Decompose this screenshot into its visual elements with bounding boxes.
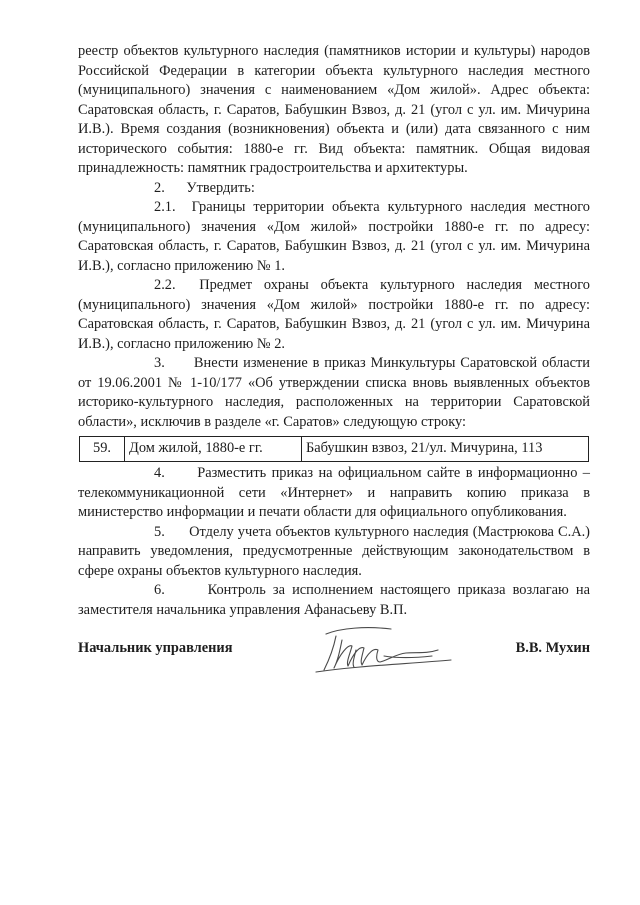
item-number: 6. xyxy=(154,582,165,598)
item-2 xyxy=(78,179,590,199)
table-cell-address: Бабушкин взвоз, 21/ул. Мичурина, 113 xyxy=(302,437,589,462)
signature-block xyxy=(78,636,590,696)
item-text: Границы территории объекта культурного наследия местного (муниципального) значения «Дом жилой» постройки 1880-е гг. по адресу: Саратовская область, г. Саратов, Бабушкин Взвоз, д. 21 (угол с ул. им. Мичурина И.В.), согласно приложению № 1. xyxy=(78,199,590,274)
item-6 xyxy=(78,581,590,620)
item-number: 2.1. xyxy=(154,199,176,215)
item-text: Предмет охраны объекта культурного наследия местного (муниципального) значения «Дом жилой» постройки 1880-е гг. по адресу: Саратовская область, г. Саратов, Бабушкин Взвоз, д. 21 (угол с ул. им. Мичурина И.В.), согласно приложению № 2. xyxy=(78,277,590,352)
item-text: Контроль за исполнением настоящего приказа возлагаю на заместителя начальника управления Афанасьеву В.П. xyxy=(78,582,590,618)
item-5 xyxy=(78,523,590,582)
item-text: Отделу учета объектов культурного наследия (Мастрюкова С.А.) направить уведомления, предусмотренные действующим законодательством в сфере охраны объектов культурного наследия. xyxy=(78,523,590,579)
table-cell-object: Дом жилой, 1880-е гг. xyxy=(125,437,302,462)
item-number: 2.2. xyxy=(154,277,176,293)
item-text: Утвердить: xyxy=(186,179,255,196)
item-number: 2. xyxy=(154,179,165,196)
signer-position: Начальник управления xyxy=(78,640,233,656)
table-row xyxy=(80,437,589,462)
item-text: Внести изменение в приказ Минкультуры Саратовской области от 19.06.2001 № 1-10/177 «Об утверждении списка вновь выявленных объектов историко-культурного наследия, расположенных на территории Саратовской области», исключив в разделе «г. Саратов» следующую строку: xyxy=(78,355,590,430)
item-2-1 xyxy=(78,198,590,276)
item-4 xyxy=(78,464,590,523)
item-text: Разместить приказ на официальном сайте в информационно – телекоммуникационной сети «Интернет» и направить копию приказа в министерство информации и печати области для официального опубликования. xyxy=(78,465,590,520)
excluded-row-table xyxy=(79,436,589,462)
item-number: 3. xyxy=(154,355,165,371)
document-body xyxy=(78,42,590,620)
handwritten-signature xyxy=(296,620,466,678)
signer-name: В.В. Мухин xyxy=(515,640,590,656)
intro-paragraph: реестр объектов культурного наследия (памятников истории и культуры) народов Российской Федерации в категории объекта культурного наследия местного (муниципального) значения с наименованием «Дом жилой». Адрес объекта: Саратовская область, г. Саратов, Бабушкин Взвоз, д. 21 (угол с ул. им. Мичурина И.В.). Время создания (возникновения) объекта и (или) дата связанного с ним исторического события: 1880-е гг. Вид объекта: памятник. Общая видовая принадлежность: памятник градостроительства и архитектуры. xyxy=(78,43,590,176)
item-number: 4. xyxy=(154,465,165,481)
item-3 xyxy=(78,354,590,432)
item-number: 5. xyxy=(154,523,165,540)
table-cell-number: 59. xyxy=(80,437,125,462)
item-2-2 xyxy=(78,276,590,354)
